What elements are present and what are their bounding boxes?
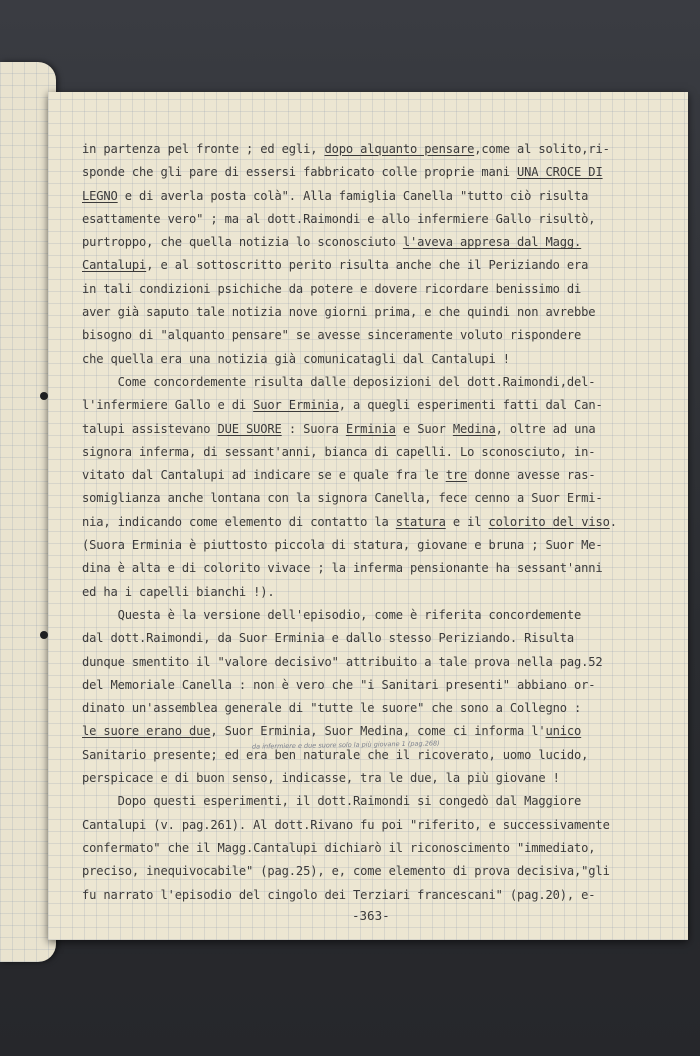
text-segment: . bbox=[609, 514, 617, 529]
text-line bbox=[82, 860, 674, 883]
text-segment: Cantalupi (v. pag.261). Al dott.Rivano fu poi "riferito, e successivamente bbox=[82, 817, 610, 832]
text-segment: sponde che gli pare di essersi fabbricato colle proprie mani bbox=[82, 165, 517, 180]
text-segment: esattamente vero" ; ma al dott.Raimondi e allo infermiere Gallo risultò, bbox=[82, 211, 596, 226]
text-line bbox=[82, 231, 674, 254]
text-segment: confermato" che il Magg.Cantalupi dichiarò il riconoscimento "immediato, bbox=[82, 840, 596, 855]
text-segment: dal dott.Raimondi, da Suor Erminia e dallo stesso Periziando. Risulta bbox=[82, 631, 575, 646]
text-segment: vitato dal Cantalupi ad indicare se e quale fra le bbox=[82, 468, 446, 483]
underlined-text: tre bbox=[445, 468, 468, 483]
text-segment: nia, indicando come elemento di contatto la bbox=[82, 514, 396, 529]
text-segment: , a quegli esperimenti fatti dal Can- bbox=[338, 398, 603, 413]
text-line bbox=[82, 534, 674, 557]
text-segment: : Suora bbox=[281, 421, 346, 436]
text-segment: del Memoriale Canella : non è vero che "i Sanitari presenti" abbiano or- bbox=[82, 677, 596, 692]
text-segment: , e al sottoscritto perito risulta anche che il Periziando era bbox=[146, 258, 589, 273]
underlined-text: unico bbox=[545, 724, 582, 739]
text-line bbox=[82, 581, 674, 604]
underlined-text: Suor Erminia bbox=[253, 398, 339, 413]
text-segment: signora inferma, di sessant'anni, bianca di capelli. Lo sconosciuto, in- bbox=[82, 444, 596, 459]
text-segment: Dopo questi esperimenti, il dott.Raimondi si congedò dal Maggiore bbox=[82, 794, 582, 809]
text-line bbox=[82, 138, 674, 161]
text-line bbox=[82, 557, 674, 580]
text-segment: preciso, inequivocabile" (pag.25), e, come elemento di prova decisiva,"gli bbox=[82, 864, 610, 879]
text-segment: Sanitario presente; ed era ben naturale che il ricoverato, uomo lucido, bbox=[82, 747, 589, 762]
text-segment: somiglianza anche lontana con la signora Canella, fece cenno a Suor Ermi- bbox=[82, 491, 603, 506]
text-segment: e Suor bbox=[395, 421, 453, 436]
binder-hole bbox=[40, 392, 48, 400]
text-line bbox=[82, 254, 674, 277]
text-line bbox=[82, 651, 674, 674]
text-segment: (Suora Erminia è piuttosto piccola di statura, giovane e bruna ; Suor Me- bbox=[82, 538, 603, 553]
underlined-text: statura bbox=[395, 514, 446, 529]
text-line bbox=[82, 884, 674, 907]
text-segment: , oltre ad una bbox=[495, 421, 596, 436]
text-line bbox=[82, 697, 674, 720]
text-segment: purtroppo, che quella notizia lo sconosciuto bbox=[82, 235, 403, 250]
page-number: -363- bbox=[352, 908, 390, 923]
text-segment: perspicace e di buon senso, indicasse, tra le due, la più giovane ! bbox=[82, 771, 560, 786]
underlined-text: UNA CROCE DI bbox=[517, 165, 603, 180]
text-line bbox=[82, 324, 674, 347]
underlined-text: le suore erano due bbox=[82, 724, 211, 739]
document-body-text bbox=[82, 138, 674, 907]
text-segment: che quella era una notizia già comunicatagli dal Cantalupi ! bbox=[82, 351, 510, 366]
text-line bbox=[82, 161, 674, 184]
text-line bbox=[82, 301, 674, 324]
text-segment: dinato un'assemblea generale di "tutte le suore" che sono a Collegno : bbox=[82, 701, 582, 716]
text-line bbox=[82, 371, 674, 394]
text-segment: in partenza pel fronte ; ed egli, bbox=[82, 142, 325, 156]
text-line bbox=[82, 627, 674, 650]
text-segment: ed ha i capelli bianchi !). bbox=[82, 584, 275, 599]
text-segment: e di averla posta colà". Alla famiglia Canella "tutto ciò risulta bbox=[117, 188, 589, 203]
underlined-text: Medina bbox=[452, 421, 496, 436]
text-line bbox=[82, 767, 674, 790]
underlined-text: dopo alquanto pensare bbox=[324, 142, 475, 156]
text-line bbox=[82, 185, 674, 208]
underlined-text: colorito del viso bbox=[488, 514, 610, 529]
underlined-text: Erminia bbox=[345, 421, 396, 436]
text-line bbox=[82, 394, 674, 417]
text-segment: talupi assistevano bbox=[82, 421, 218, 436]
underlined-text: DUE SUORE bbox=[217, 421, 282, 436]
text-segment: dunque smentito il "valore decisivo" attribuito a tale prova nella pag.52 bbox=[82, 654, 603, 669]
text-line bbox=[82, 487, 674, 510]
text-segment: aver già saputo tale notizia nove giorni prima, e che quindi non avrebbe bbox=[82, 305, 596, 320]
text-line bbox=[82, 464, 674, 487]
text-line bbox=[82, 604, 674, 627]
text-segment: dina è alta e di colorito vivace ; la inferma pensionante ha sessant'anni bbox=[82, 561, 603, 576]
text-line bbox=[82, 674, 674, 697]
handwritten-margin-note: da infermiere e due suore solo la più giovane 1 (pag.268) bbox=[251, 739, 440, 751]
underlined-text: l'aveva appresa dal Magg. bbox=[402, 235, 582, 250]
text-line bbox=[82, 441, 674, 464]
text-segment: Questa è la versione dell'episodio, come è riferita concordemente bbox=[82, 607, 582, 622]
text-segment: e il bbox=[445, 514, 489, 529]
text-line bbox=[82, 814, 674, 837]
text-line bbox=[82, 511, 674, 534]
text-line bbox=[82, 208, 674, 231]
text-line bbox=[82, 790, 674, 813]
binder-hole bbox=[40, 631, 48, 639]
text-segment: l'infermiere Gallo e di bbox=[82, 398, 254, 413]
text-line bbox=[82, 837, 674, 860]
text-line bbox=[82, 348, 674, 371]
text-segment: fu narrato l'episodio del cingolo dei Terziari francescani" (pag.20), e- bbox=[82, 887, 596, 902]
text-line bbox=[82, 278, 674, 301]
underlined-text: Cantalupi bbox=[82, 258, 147, 273]
text-segment: ,come al solito,ri- bbox=[474, 142, 610, 156]
text-segment: in tali condizioni psichiche da potere e dovere ricordare benissimo di bbox=[82, 281, 582, 296]
text-segment: , Suor Erminia, Suor Medina, come ci informa l' bbox=[210, 724, 546, 739]
text-segment: bisogno di "alquanto pensare" se avesse sinceramente voluto rispondere bbox=[82, 328, 582, 343]
underlined-text: LEGNO bbox=[82, 188, 118, 203]
text-line bbox=[82, 418, 674, 441]
text-segment: Come concordemente risulta dalle deposizioni del dott.Raimondi,del- bbox=[82, 374, 596, 389]
text-segment: donne avesse ras- bbox=[467, 468, 596, 483]
